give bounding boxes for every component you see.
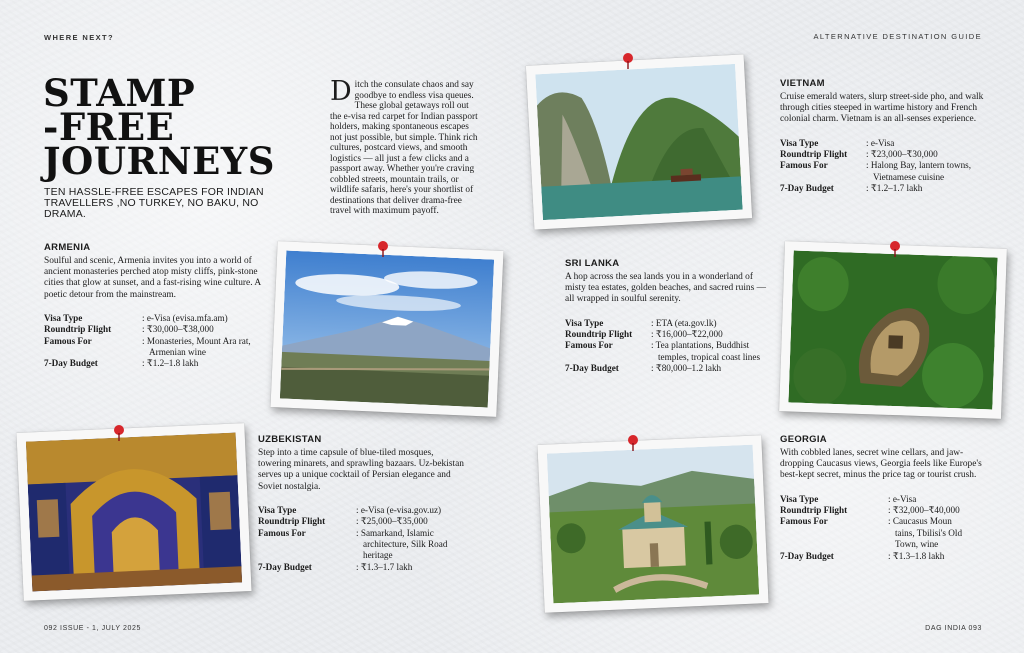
label-budget: 7-Day Budget	[565, 363, 619, 374]
value-budget: : ₹1.3–1.7 lakh	[356, 561, 413, 572]
destination-name: SRI LANKA	[565, 258, 620, 269]
label-visa: Visa Type	[258, 504, 297, 515]
destination-armenia	[44, 242, 279, 370]
fact-table	[780, 138, 985, 195]
value-visa: : e-Visa (e-visa.gov.uz)	[356, 504, 442, 515]
photo-georgia	[537, 435, 768, 613]
destination-name: GEORGIA	[780, 434, 827, 445]
destination-srilanka	[565, 258, 770, 375]
label-flight: Roundtrip Flight	[780, 149, 848, 160]
photo-armenia-image	[280, 251, 494, 408]
value-flight: : ₹23,000–₹30,000	[866, 149, 938, 160]
label-visa: Visa Type	[780, 493, 819, 504]
label-budget: 7-Day Budget	[258, 561, 312, 572]
pushpin-icon	[376, 240, 390, 258]
pushpin-icon	[888, 240, 902, 258]
fact-table	[565, 318, 770, 375]
value-famous: : Samarkand, Islamic architecture, Silk Road heritage	[356, 527, 448, 561]
value-famous: : Monasteries, Mount Ara rat, Armenian wine	[142, 335, 251, 358]
label-visa: Visa Type	[565, 317, 604, 328]
destination-description: With cobbled lanes, secret wine cellars, and jaw-dropping Caucasus views, Georgia feels like Europe's best-kept secret, minus the price tag or tourist crush.	[780, 448, 982, 481]
destination-vietnam	[780, 78, 985, 195]
footer-folio-right: DAG INDIA 093	[925, 625, 982, 632]
destination-description: Soulful and scenic, Armenia invites you into a world of ancient monasteries perched atop misty cliffs, pink-stone cities that glow at sunset, and a fast-rising wine culture. A poetic detour from the mainstream.	[44, 256, 261, 300]
page-title-line-1: STAMP	[43, 71, 196, 115]
value-visa: : e-Visa	[888, 493, 917, 504]
photo-srilanka	[779, 241, 1007, 419]
value-famous: : Caucasus Moun tains, Tbilisi's Old Town, wine	[888, 516, 963, 550]
value-budget: : ₹1.3–1.8 lakh	[888, 550, 945, 561]
label-flight: Roundtrip Flight	[565, 329, 633, 340]
destination-description: A hop across the sea lands you in a wonderland of misty tea estates, golden beaches, and sacred ruins — all wrapped in soulful serenity.	[565, 272, 766, 305]
photo-srilanka-image	[788, 250, 997, 409]
value-visa: : e-Visa (evisa.mfa.am)	[142, 312, 228, 323]
photo-vietnam	[526, 54, 752, 229]
pushpin-icon	[621, 52, 635, 70]
value-budget: : ₹1.2–1.7 lakh	[866, 183, 923, 194]
destination-georgia	[780, 434, 985, 562]
value-flight: : ₹30,000–₹38,000	[142, 324, 214, 335]
fact-table	[780, 494, 985, 562]
label-famous: Famous For	[780, 516, 828, 527]
page-title-line-2: -FREE	[43, 105, 175, 149]
label-flight: Roundtrip Flight	[258, 516, 326, 527]
label-visa: Visa Type	[44, 312, 83, 323]
label-budget: 7-Day Budget	[780, 183, 834, 194]
destination-name: VIETNAM	[780, 78, 825, 89]
photo-uzbekistan	[16, 423, 251, 601]
photo-uzbekistan-image	[26, 432, 242, 591]
drop-cap: D	[330, 76, 352, 107]
label-budget: 7-Day Budget	[780, 550, 834, 561]
value-budget: : ₹1.2–1.8 lakh	[142, 358, 199, 369]
label-budget: 7-Day Budget	[44, 358, 98, 369]
destination-description: Step into a time capsule of blue-tiled mosques, towering minarets, and sprawling bazaars. Uz-bekistan serves up a unique cocktail of Persian elegance and Soviet nostalgia.	[258, 448, 464, 492]
value-flight: : ₹16,000–₹22,000	[651, 329, 723, 340]
destination-description: Cruise emerald waters, slurp street-side pho, and walk through cities steeped in wartime history and French colonial charm. Vietnam is an all-senses experience.	[780, 92, 984, 125]
fact-table	[44, 313, 279, 370]
label-famous: Famous For	[780, 160, 828, 171]
destination-name: ARMENIA	[44, 242, 91, 253]
pushpin-icon	[112, 424, 126, 442]
running-header-left: WHERE NEXT?	[44, 33, 114, 42]
page-title-line-3: JOURNEYS	[43, 139, 275, 183]
destination-name: UZBEKISTAN	[258, 434, 322, 445]
value-flight: : ₹25,000–₹35,000	[356, 516, 428, 527]
title-block	[43, 71, 275, 183]
fact-table	[258, 505, 468, 573]
running-header-right: ALTERNATIVE DESTINATION GUIDE	[813, 32, 982, 41]
value-flight: : ₹32,000–₹40,000	[888, 505, 960, 516]
label-flight: Roundtrip Flight	[780, 505, 848, 516]
label-famous: Famous For	[565, 340, 613, 351]
photo-armenia	[270, 241, 503, 417]
value-budget: : ₹80,000–1.2 lakh	[651, 363, 722, 374]
label-visa: Visa Type	[780, 137, 819, 148]
label-famous: Famous For	[44, 335, 92, 346]
value-famous: : Halong Bay, lantern towns, Vietnamese cuisine	[866, 160, 972, 182]
value-visa: : e-Visa	[866, 137, 895, 148]
label-famous: Famous For	[258, 527, 306, 538]
photo-vietnam-image	[535, 64, 742, 220]
destination-uzbekistan	[258, 434, 468, 573]
page-subtitle: TEN HASSLE-FREE ESCAPES FOR INDIAN TRAVELLERS ,NO TURKEY, NO BAKU, NO DRAMA.	[44, 186, 264, 220]
value-visa: : ETA (eta.gov.lk)	[651, 317, 717, 328]
value-famous: : Tea plantations, Buddhist temples, tropical coast lines	[651, 340, 761, 362]
pushpin-icon	[626, 434, 640, 452]
intro-text: itch the consulate chaos and say goodbye to endless visa queues. These global getaways roll out the e-visa red carpet for Indian passport holders, making spontaneous escapes not just possible, but simple. Think rich cultures, postcard views, and smooth logistics — all just a few clicks and a passport away. Whether you're craving cobbled streets, mountain trails, or wildlife safaris, here's your shortlist of destinations that deliver drama-free travel with maximum payoff.	[330, 80, 478, 216]
photo-georgia-image	[547, 445, 759, 604]
intro-paragraph	[330, 76, 478, 217]
footer-folio-left: 092 ISSUE - 1, JULY 2025	[44, 625, 142, 632]
label-flight: Roundtrip Flight	[44, 324, 112, 335]
